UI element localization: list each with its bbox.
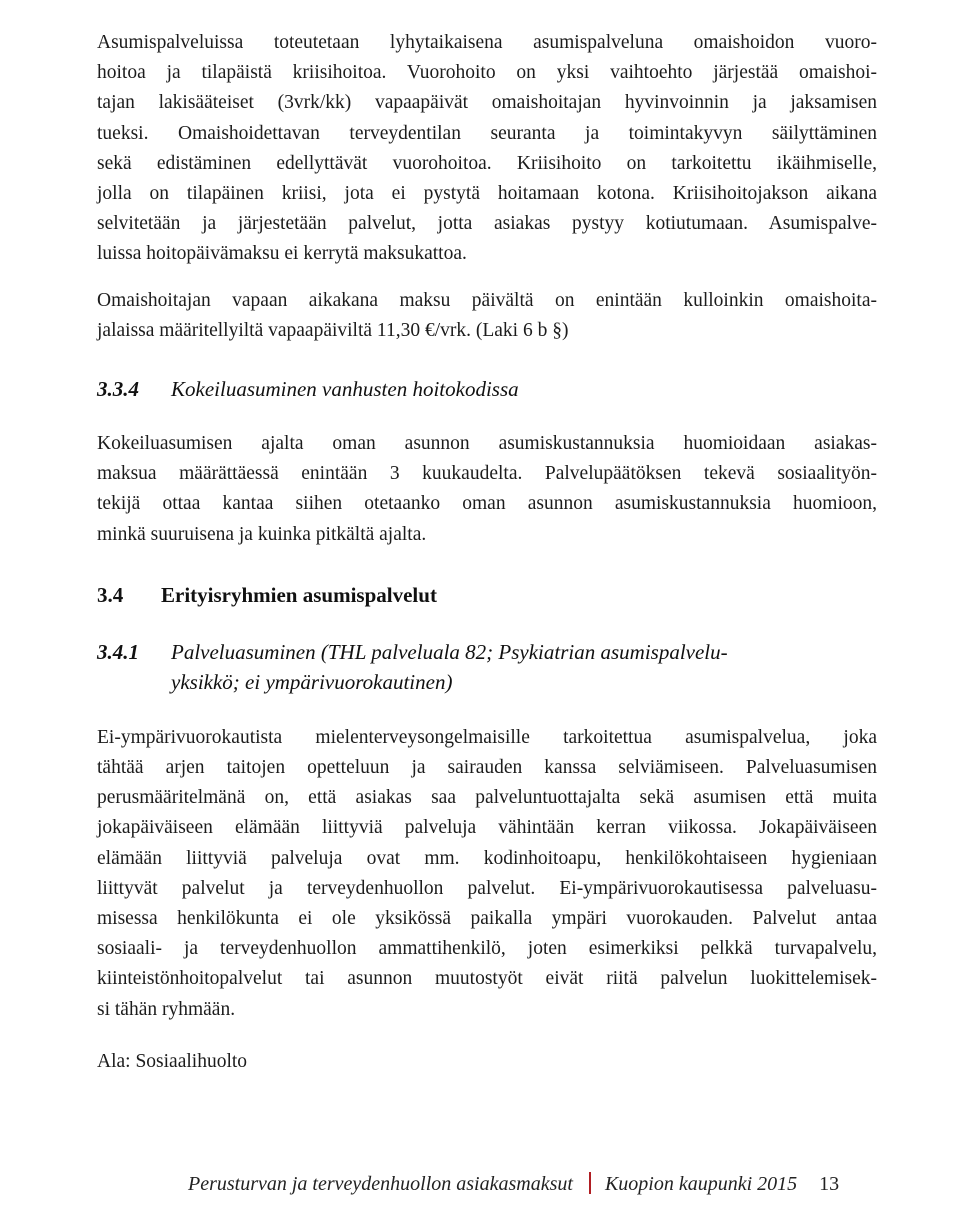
text-line: Kokeiluasumisen ajalta oman asunnon asumiskustannuksia huomioidaan asiakas- <box>97 433 877 455</box>
section-heading-3-4-1 <box>97 637 877 697</box>
text-line: Ei-ympärivuorokautista mielenterveysongelmaisille tarkoitettua asumispalvelua, joka <box>97 726 877 748</box>
text-line: selvitetään ja järjestetään palvelut, jotta asiakas pystyy kotiutumaan. Asumispalve- <box>97 213 877 235</box>
section-number: 3.3.4 <box>97 377 139 402</box>
text-line: liittyvät palvelut ja terveydenhuollon palvelut. Ei-ympärivuorokautisessa palveluasu- <box>97 877 877 899</box>
section-title-continuation: yksikkö; ei ympärivuorokautinen) <box>171 669 453 694</box>
text-line: kiinteistönhoitopalvelut tai asunnon muutostyöt eivät riitä palvelun luokittelemisek- <box>97 968 877 990</box>
text-line: jokapäiväiseen elämään liittyviä palveluja vähintään kerran viikossa. Jokapäiväiseen <box>97 817 877 839</box>
section-heading-3-3-4 <box>97 374 877 404</box>
section-number: 3.4.1 <box>97 639 139 664</box>
text-line: Ala: Sosiaalihuolto <box>97 1050 248 1072</box>
page-number: 13 <box>819 1173 840 1195</box>
text-line: misessa henkilökunta ei ole yksikössä paikalla ympäri vuorokauden. Palvelut antaa <box>97 908 877 930</box>
paragraph-vuorohoito <box>97 28 877 270</box>
text-line: luissa hoitopäivämaksu ei kerrytä maksukattoa. <box>97 243 467 265</box>
text-line: hoitoa ja tilapäistä kriisihoitoa. Vuorohoito on yksi vaihtoehto järjestää omaishoi- <box>97 62 877 84</box>
text-line: tähtää arjen taitojen opetteluun ja sairauden kanssa selviämiseen. Palveluasumisen <box>97 757 877 779</box>
paragraph-palveluasuminen <box>97 723 877 1025</box>
page-footer <box>188 1172 888 1196</box>
text-line: sekä edistäminen edellyttävät vuorohoitoa. Kriisihoito on tarkoitettu ikäihmiselle, <box>97 152 877 174</box>
text-line: tajan lakisääteiset (3vrk/kk) vapaapäivät omaishoitajan hyvinvoinnin ja jaksamisen <box>97 92 877 114</box>
section-heading-3-4 <box>97 580 877 610</box>
footer-separator <box>589 1172 591 1194</box>
text-line: tueksi. Omaishoidettavan terveydentilan seuranta ja toimintakyvyn säilyttäminen <box>97 122 877 144</box>
text-line: minkä suuruisena ja kuinka pitkältä ajalta. <box>97 523 427 545</box>
section-title: Erityisryhmien asumispalvelut <box>161 582 437 607</box>
text-line: jalaissa määritellyiltä vapaapäiviltä 11,30 €/vrk. (Laki 6 b §) <box>97 319 569 341</box>
section-number: 3.4 <box>97 582 124 607</box>
text-line: perusmääritelmänä on, että asiakas saa palveluntuottajalta sekä asumisen että muita <box>97 787 877 809</box>
text-line: Asumispalveluissa toteutetaan lyhytaikaisena asumispalveluna omaishoidon vuoro- <box>97 32 877 53</box>
paragraph-kokeiluasuminen <box>97 429 877 550</box>
section-title: Kokeiluasuminen vanhusten hoitokodissa <box>171 377 519 402</box>
footer-publication-title: Perusturvan ja terveydenhuollon asiakasmaksut <box>188 1173 573 1195</box>
text-line: elämään liittyviä palveluja ovat mm. kodinhoitoapu, henkilökohtaiseen hygieniaan <box>97 847 877 869</box>
paragraph-omaishoitajan-vapaa <box>97 286 877 346</box>
text-line: jolla on tilapäinen kriisi, jota ei pystytä hoitamaan kotona. Kriisihoitojakson aikana <box>97 183 877 205</box>
text-line: maksua määrättäessä enintään 3 kuukaudelta. Palvelupäätöksen tekevä sosiaalityön- <box>97 463 877 485</box>
section-title: Palveluasuminen (THL palveluala 82; Psykiatrian asumispalvelu- <box>171 639 728 664</box>
text-line: si tähän ryhmään. <box>97 998 236 1020</box>
footer-organization: Kuopion kaupunki 2015 <box>604 1173 798 1195</box>
document-page <box>97 28 877 1077</box>
text-line: tekijä ottaa kantaa siihen otetaanko oman asunnon asumiskustannuksia huomioon, <box>97 493 877 515</box>
text-line: Omaishoitajan vapaan aikakana maksu päivältä on enintään kulloinkin omaishoita- <box>97 289 877 311</box>
ala-line <box>97 1047 877 1077</box>
text-line: sosiaali- ja terveydenhuollon ammattihenkilö, joten esimerkiksi pelkkä turvapalvelu, <box>97 938 877 960</box>
